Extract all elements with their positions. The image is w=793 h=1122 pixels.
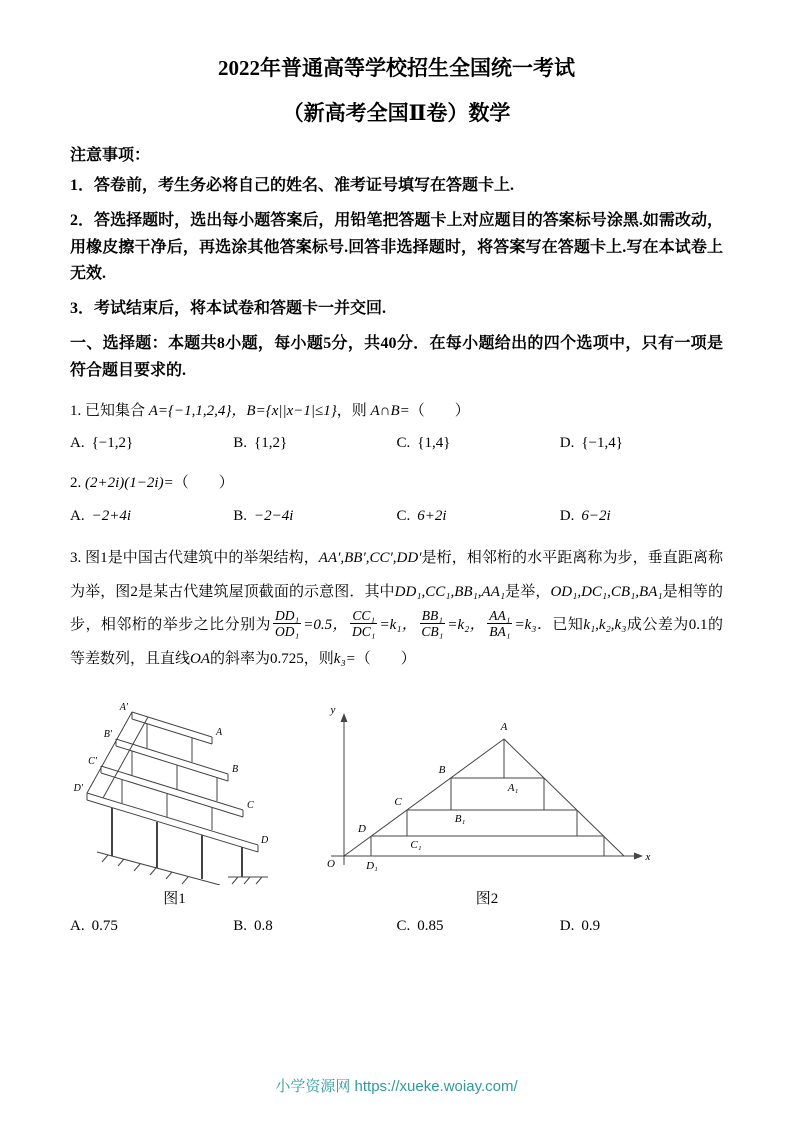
q3-text-2: 是桁，相邻桁的水平距离称为步，垂直距离称为举，图2是某古代建筑屋顶截面的示意图．其中 xyxy=(70,549,723,600)
q2-text-1: 2. xyxy=(70,475,85,492)
notice-item-1: 1．答卷前，考生务必将自己的姓名、准考证号填写在答题卡上. xyxy=(70,176,515,194)
figure-2 xyxy=(317,699,657,908)
fig1-label-c-prime: C′ xyxy=(88,755,97,767)
q3-option-d-label: D. xyxy=(559,917,575,934)
q3-answer-blank: （ ） xyxy=(355,651,416,668)
fig2-label-c: C xyxy=(394,795,402,808)
q3-option-b-label: B. xyxy=(233,917,248,934)
fig1-label-a-prime: A′ xyxy=(119,701,128,713)
q3-fraction-3-denominator: CB₁ xyxy=(421,624,444,640)
q3-text-3: 是举， xyxy=(505,583,551,600)
page-subtitle: （新高考全国Ⅱ卷）数学 xyxy=(282,101,511,126)
figure-1 xyxy=(72,687,277,908)
fig2-label-b1: B₁ xyxy=(454,812,466,825)
q3-text-6: 成公差为0.1的等差数列，且直线 xyxy=(70,617,723,668)
q3-math-1: AA′,BB′,CC′,DD′ xyxy=(318,549,422,566)
q3-option-c-value: 0.85 xyxy=(417,917,444,934)
fig2-axes xyxy=(331,717,639,865)
q2-option-c xyxy=(397,504,560,528)
q1-math-2: A∩B= xyxy=(370,402,410,419)
q3-option-a xyxy=(70,914,233,938)
fig1-label-c: C xyxy=(247,799,254,811)
q3-text-5: 已知 xyxy=(552,617,584,634)
section1-heading: 一、选择题：本题共8小题，每小题5分，共40分．在每小题给出的四个选项中，只有一项是符合题目要求的. xyxy=(70,335,723,380)
q2-option-c-label: C. xyxy=(396,507,411,524)
q3-text-4: 是相等的步，相邻桁的举步之比分别为 xyxy=(70,583,723,634)
fig2-labels xyxy=(327,704,651,872)
fig2-label-d: D xyxy=(358,822,366,835)
fig1-label-d: D xyxy=(261,834,269,846)
q2-option-d xyxy=(560,504,723,528)
q1-math-1: A={−1,1,2,4}，B={x||x−1|≤1} xyxy=(148,402,337,419)
q3-option-c xyxy=(397,914,560,938)
figures-row xyxy=(70,687,723,908)
q3-option-b xyxy=(233,914,396,938)
page-title: 2022年普通高等学校招生全国统一考试 xyxy=(218,56,575,80)
q3-option-b-value: 0.8 xyxy=(254,917,273,934)
q2-option-d-value: 6−2i xyxy=(581,507,611,524)
q1-options xyxy=(70,431,723,455)
q1-option-b-value: {1,2} xyxy=(254,435,288,452)
fig2-roof-lines xyxy=(344,739,624,856)
q2-option-b xyxy=(233,504,396,528)
fig1-label-a: A xyxy=(216,726,223,738)
q1-text-1: 1. 已知集合 xyxy=(70,402,149,419)
q2-option-b-label: B. xyxy=(233,507,248,524)
q1-text-2: ，则 xyxy=(336,402,371,419)
q3-math-4: =0.5， xyxy=(303,617,349,634)
fig2-axis-arrows xyxy=(341,713,644,860)
q1-option-c xyxy=(397,431,560,455)
q3-math-2: DD₁,CC₁,BB₁,AA₁ xyxy=(394,583,506,600)
q2-option-a-value: −2+4i xyxy=(91,507,132,524)
q3-fraction-3-numerator: BB₁ xyxy=(421,607,443,623)
q1-option-a-value: {−1,2} xyxy=(91,435,134,452)
q3-fraction-1-denominator: OD₁ xyxy=(275,624,300,640)
question-1 xyxy=(70,397,723,426)
q3-fraction-4-denominator: BA₁ xyxy=(489,624,511,640)
q3-text-1: 3. 图1是中国古代建筑中的举架结构， xyxy=(70,549,319,566)
q3-fraction-1-numerator: DD₁ xyxy=(275,607,300,623)
fig1-label-b: B xyxy=(232,763,239,775)
fig2-label-y-axis: y xyxy=(330,703,336,716)
q3-math-3: OD₁,DC₁,CB₁,BA₁ xyxy=(550,583,663,600)
fig1-columns xyxy=(112,808,242,879)
q3-fraction-4 xyxy=(487,608,512,640)
q3-math-9: OA xyxy=(190,651,211,668)
q2-option-a xyxy=(70,504,233,528)
footer-credit: 小学资源网 https://xueke.woiay.com/ xyxy=(275,1078,518,1095)
q3-text-7: 的斜率为0.725，则 xyxy=(210,651,334,668)
q3-fraction-2 xyxy=(350,608,377,640)
q2-option-b-value: −2−4i xyxy=(254,507,294,524)
q3-math-7: =k₃． xyxy=(514,617,553,634)
q3-option-d-value: 0.9 xyxy=(581,917,601,934)
q3-math-8: k₁,k₂,k₃ xyxy=(583,617,627,634)
q2-option-d-label: D. xyxy=(559,507,575,524)
fig2-label-a1: A₁ xyxy=(507,781,519,794)
fig1-label-d-prime: D′ xyxy=(73,782,83,794)
q1-option-c-value: {1,4} xyxy=(417,435,451,452)
q2-math-1: (2+2i)(1−2i)= xyxy=(85,475,174,492)
q3-math-6: =k₂， xyxy=(447,617,486,634)
q3-math-5: =k₁， xyxy=(379,617,418,634)
figure2-roof-cross-section-diagram xyxy=(317,699,657,885)
fig2-label-c1: C₁ xyxy=(410,838,422,851)
fig1-label-b-prime: B′ xyxy=(103,728,112,740)
q1-option-a xyxy=(70,431,233,455)
fig2-label-origin: O xyxy=(327,857,335,870)
figure1-caption: 图1 xyxy=(163,890,186,907)
q1-option-d-value: {−1,4} xyxy=(581,435,623,452)
q1-option-d-label: D. xyxy=(559,435,575,452)
q1-option-d xyxy=(560,431,723,455)
q3-option-d xyxy=(560,914,723,938)
question-3 xyxy=(70,542,723,677)
q3-fraction-2-numerator: CC₁ xyxy=(352,607,376,623)
q1-option-a-label: A. xyxy=(70,435,85,452)
fig2-label-b: B xyxy=(438,763,446,776)
q1-option-b-label: B. xyxy=(233,435,248,452)
q3-option-a-value: 0.75 xyxy=(91,917,118,934)
question-2 xyxy=(70,469,723,498)
q2-option-a-label: A. xyxy=(70,507,85,524)
notice-heading: 注意事项： xyxy=(70,146,151,164)
figure1-roof-frame-drawing xyxy=(72,687,277,885)
notice-item-2: 2．答选择题时，选出每小题答案后，用铅笔把答题卡上对应题目的答案标号涂黑.如需改动，用橡皮擦干净后，再选涂其他答案标号.回答非选择题时，将答案写在答题卡上.写在本试卷上无效. xyxy=(70,211,723,283)
fig2-label-a: A xyxy=(500,720,508,733)
q2-option-c-value: 6+2i xyxy=(417,507,447,524)
figure2-caption: 图2 xyxy=(475,890,499,907)
q1-answer-blank: （ ） xyxy=(409,402,470,419)
q3-fraction-4-numerator: AA₁ xyxy=(489,607,511,623)
q3-fraction-1 xyxy=(273,608,301,640)
fig2-label-x-axis: x xyxy=(645,850,651,863)
q3-option-c-label: C. xyxy=(396,917,411,934)
notice-item-3: 3．考试结束后，将本试卷和答题卡一并交回. xyxy=(70,300,387,318)
q3-math-10: k₃= xyxy=(333,651,356,668)
q3-fraction-3 xyxy=(419,608,445,640)
q3-options xyxy=(70,914,723,938)
q3-fraction-2-denominator: DC₁ xyxy=(352,624,376,640)
q2-options xyxy=(70,504,723,528)
q3-option-a-label: A. xyxy=(70,917,85,934)
q1-option-b xyxy=(233,431,396,455)
fig2-label-d1: D₁ xyxy=(366,859,378,872)
q2-answer-blank: （ ） xyxy=(173,475,234,492)
q1-option-c-label: C. xyxy=(396,435,411,452)
